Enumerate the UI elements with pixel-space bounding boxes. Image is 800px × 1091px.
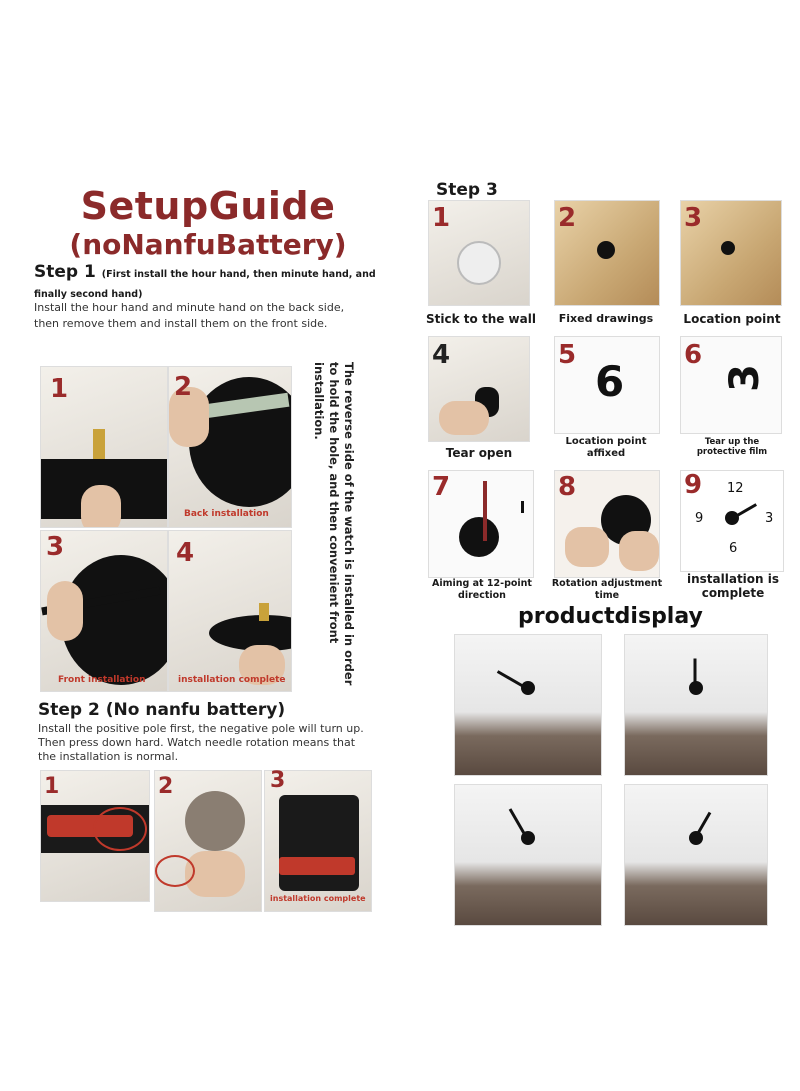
- step3-cell-8-number: 8: [558, 472, 577, 502]
- step2-photo-3-caption: installation complete: [270, 894, 366, 903]
- step1-heading-note: (First install the hour hand, then minute hand, and finally second hand): [34, 269, 376, 300]
- step1-photo-3-number: 3: [46, 532, 65, 562]
- step1-photo-4-caption: installation complete: [178, 675, 286, 685]
- step3-heading: Step 3: [436, 180, 498, 200]
- step3-cell-4-number: 4: [432, 340, 451, 370]
- step3-cell-4-caption: Tear open: [445, 446, 513, 460]
- step3-cell-1-number: 1: [432, 203, 451, 233]
- suction-shape: [457, 241, 501, 285]
- step3-cell-3-number: 3: [684, 203, 703, 233]
- hour-hand: [694, 659, 697, 689]
- product-photo-3: [454, 784, 602, 926]
- step1-body: Install the hour hand and minute hand on the back side, then remove them and install them on the front side.: [34, 301, 345, 330]
- step2-photo-2-number: 2: [158, 774, 174, 799]
- step3-cell-6-caption: Tear up the protective film: [696, 437, 768, 457]
- highlight-circle: [93, 807, 147, 851]
- finger-shape: [439, 401, 489, 435]
- step1-photo-1-number: 1: [50, 374, 69, 404]
- step3-cell-6-number: 6: [684, 340, 703, 370]
- center-dot: [721, 241, 735, 255]
- step3-cell-7-number: 7: [432, 472, 451, 502]
- step1-heading-block: [34, 262, 394, 302]
- step2-heading-note: (No nanfu battery): [105, 700, 286, 720]
- finger-shape: [81, 485, 121, 528]
- spindle-shape: [259, 603, 269, 621]
- digit-six-sticker: 6: [595, 357, 625, 406]
- step1-photo-4-number: 4: [176, 538, 195, 568]
- product-display-heading: productdisplay: [518, 604, 703, 629]
- finger-shape: [47, 581, 83, 641]
- clock-digit-9: 9: [695, 511, 704, 526]
- step1-photo-2-number: 2: [174, 372, 193, 402]
- clock-center-disk: [459, 517, 499, 557]
- gear-shape: [185, 791, 245, 851]
- step1-heading: Step 1: [34, 262, 96, 282]
- clock-digit-3: 3: [765, 511, 774, 526]
- spindle-shape: [93, 429, 105, 459]
- step2-heading-block: [38, 700, 398, 720]
- second-hand-shape: [483, 481, 487, 541]
- product-photo-1: [454, 634, 602, 776]
- highlight-circle: [155, 855, 195, 887]
- step3-cell-5-caption: Location point affixed: [565, 436, 647, 459]
- product-photo-4: [624, 784, 768, 926]
- clock-digit-6: 6: [729, 541, 738, 556]
- step1-photo-3-caption: Front installation: [58, 675, 146, 685]
- step3-cell-5-number: 5: [558, 340, 577, 370]
- clock-digit-12: 12: [727, 481, 744, 496]
- product-photo-2: [624, 634, 768, 776]
- step3-cell-8-caption: Rotation adjustment time: [551, 578, 663, 601]
- guide-subtitle: (noNanfuBattery): [69, 228, 347, 261]
- step3-cell-7-caption: Aiming at 12-point direction: [432, 578, 532, 601]
- tick-mark: [521, 501, 524, 513]
- step2-heading: Step 2: [38, 700, 100, 720]
- step3-cell-9-number: 9: [684, 470, 703, 500]
- hand-right-shape: [619, 531, 659, 571]
- step2-photo-1-number: 1: [44, 774, 60, 799]
- hour-hand: [509, 808, 529, 839]
- step1-side-note: The reverse side of the watch is installed in order to hold the hole, and then convenient front installation.: [312, 362, 356, 686]
- step3-cell-3-caption: Location point: [683, 312, 781, 326]
- step1-photo-2-caption: Back installation: [184, 509, 269, 519]
- step3-cell-2-caption: Fixed drawings: [558, 312, 654, 325]
- step2-body: Install the positive pole first, the negative pole will turn up. Then press down hard. Watch needle rotation means that the installation is normal.: [38, 722, 364, 763]
- step3-cell-2-number: 2: [558, 203, 577, 233]
- hand-left-shape: [565, 527, 609, 567]
- step2-photo-3-number: 3: [270, 768, 286, 793]
- step3-cell-9-caption: installation is complete: [686, 572, 780, 600]
- hour-hand: [497, 670, 528, 690]
- center-dot: [597, 241, 615, 259]
- guide-title: SetupGuide: [80, 184, 336, 228]
- movement-box: [279, 795, 359, 891]
- battery-shape: [279, 857, 355, 875]
- digit-three-sticker: 3: [721, 364, 768, 392]
- step3-cell-1-caption: Stick to the wall: [426, 312, 536, 326]
